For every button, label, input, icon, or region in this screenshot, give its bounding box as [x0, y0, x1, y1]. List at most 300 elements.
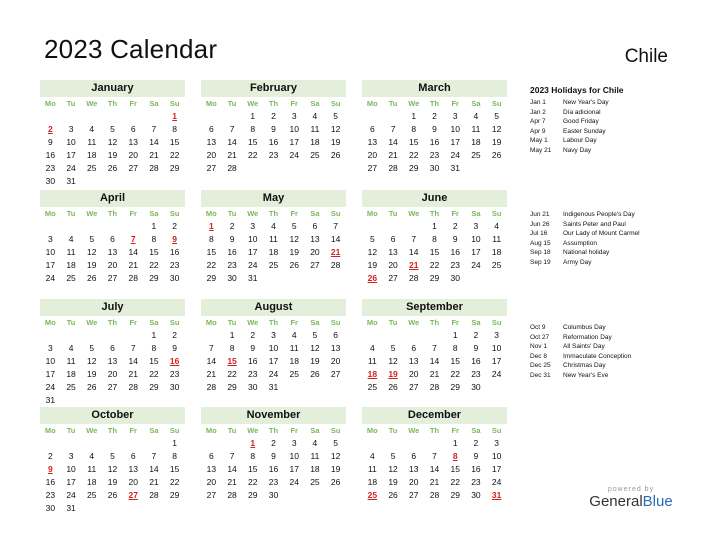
- day: 26: [330, 477, 341, 487]
- day: 10: [491, 451, 502, 461]
- month-days-grid: [201, 97, 346, 175]
- month-days-grid: [362, 97, 507, 175]
- day: 3: [271, 330, 276, 340]
- day: 6: [110, 234, 115, 244]
- day: 27: [367, 163, 378, 173]
- holiday-group: [530, 210, 700, 267]
- empty-day: [144, 437, 165, 450]
- empty-day: [123, 437, 144, 450]
- day: 29: [409, 163, 419, 173]
- day: 30: [471, 382, 481, 392]
- day: 6: [208, 124, 214, 134]
- day: 12: [107, 464, 118, 474]
- weekday-header: Mo: [366, 209, 378, 218]
- day: 12: [310, 343, 320, 353]
- day: 11: [310, 124, 320, 134]
- weekday-header: Fr: [129, 318, 137, 327]
- empty-day: [102, 110, 123, 123]
- month-header: October: [40, 407, 185, 424]
- brand-general: General: [589, 493, 643, 510]
- day: 18: [367, 477, 378, 487]
- day: 13: [206, 137, 217, 147]
- weekday-header: Th: [268, 318, 279, 327]
- day: 28: [409, 273, 419, 283]
- holiday-row: [530, 229, 700, 239]
- day: 21: [227, 477, 237, 487]
- day: 8: [172, 124, 177, 134]
- weekday-header: Su: [169, 99, 180, 108]
- day: 7: [130, 343, 136, 353]
- day: 14: [429, 464, 440, 474]
- day: 2: [250, 330, 256, 340]
- holiday-name: New Year's Day: [563, 99, 609, 106]
- empty-day: [81, 329, 102, 342]
- day: 29: [429, 273, 440, 283]
- day: 19: [388, 477, 398, 487]
- day: 18: [66, 369, 76, 379]
- day: 3: [452, 111, 458, 121]
- day: 19: [107, 150, 118, 160]
- empty-day: [123, 110, 144, 123]
- weekday-header: We: [86, 99, 98, 108]
- day: 18: [66, 260, 76, 270]
- month-march: [362, 80, 507, 175]
- weekday-header: Su: [491, 426, 502, 435]
- day: 5: [312, 330, 318, 340]
- day: 27: [107, 273, 118, 283]
- day: 17: [45, 369, 56, 379]
- weekday-header: Tu: [388, 209, 398, 218]
- weekday-header: Th: [429, 99, 440, 108]
- empty-day: [61, 110, 82, 123]
- weekday-header: Th: [268, 426, 279, 435]
- day: 30: [45, 176, 56, 186]
- day: 27: [409, 490, 419, 500]
- day: 11: [87, 464, 97, 474]
- weekday-header: We: [408, 99, 420, 108]
- weekday-header: Tu: [66, 318, 76, 327]
- weekday-header: Su: [330, 318, 341, 327]
- holiday-row: [530, 323, 700, 333]
- day: 5: [333, 438, 338, 448]
- weekday-header: Fr: [129, 99, 137, 108]
- day: 9: [271, 451, 276, 461]
- day: 15: [248, 137, 258, 147]
- day: 19: [87, 369, 97, 379]
- day: 17: [491, 464, 502, 474]
- day: 20: [107, 260, 118, 270]
- weekday-header: Fr: [290, 318, 298, 327]
- day: 17: [268, 356, 279, 366]
- day: 14: [149, 137, 159, 147]
- holiday-day: 27: [128, 490, 138, 500]
- day: 2: [452, 221, 458, 231]
- holiday-day: 7: [130, 234, 136, 244]
- brand-name: [588, 493, 674, 510]
- weekday-header: Mo: [205, 209, 217, 218]
- day: 28: [330, 260, 341, 270]
- day: 7: [390, 124, 396, 134]
- day: 30: [450, 273, 460, 283]
- weekday-header: Tu: [227, 209, 237, 218]
- day: 20: [107, 369, 118, 379]
- day: 5: [369, 234, 375, 244]
- weekday-header: Su: [169, 318, 180, 327]
- month-days-grid: [362, 316, 507, 394]
- day: 15: [429, 247, 440, 257]
- day: 4: [291, 330, 297, 340]
- weekday-header: Mo: [366, 426, 378, 435]
- day: 12: [330, 451, 341, 461]
- empty-day: [201, 110, 222, 123]
- day: 14: [429, 356, 440, 366]
- day: 31: [66, 176, 76, 186]
- day: 6: [390, 234, 396, 244]
- day: 4: [369, 451, 375, 461]
- day: 27: [330, 369, 341, 379]
- holiday-name: All Saints' Day: [563, 343, 605, 350]
- empty-day: [403, 329, 424, 342]
- day: 21: [429, 477, 440, 487]
- holiday-date: Dec 31: [530, 371, 551, 379]
- day: 29: [450, 382, 460, 392]
- day: 23: [45, 490, 56, 500]
- day: 23: [169, 369, 180, 379]
- weekday-header: Th: [429, 426, 440, 435]
- empty-day: [403, 220, 424, 233]
- holiday-row: [530, 258, 700, 268]
- month-august: [201, 299, 346, 394]
- day: 5: [333, 111, 338, 121]
- weekday-header: Su: [491, 318, 502, 327]
- day: 5: [110, 451, 115, 461]
- day: 28: [128, 273, 138, 283]
- day: 29: [248, 490, 258, 500]
- day: 27: [107, 382, 118, 392]
- month-december: [362, 407, 507, 502]
- day: 18: [310, 137, 320, 147]
- day: 4: [68, 343, 74, 353]
- empty-day: [123, 329, 144, 342]
- weekday-header: We: [247, 318, 259, 327]
- holiday-day: 19: [388, 369, 398, 379]
- day: 8: [250, 124, 256, 134]
- day: 17: [471, 247, 481, 257]
- day: 15: [169, 464, 180, 474]
- day: 10: [45, 247, 56, 257]
- day: 11: [87, 137, 97, 147]
- day: 31: [66, 503, 76, 513]
- day: 12: [87, 247, 97, 257]
- day: 15: [206, 247, 217, 257]
- holiday-row: [530, 352, 700, 362]
- day: 28: [149, 490, 159, 500]
- day: 29: [169, 163, 180, 173]
- day: 1: [250, 111, 256, 121]
- day: 3: [494, 330, 499, 340]
- day: 16: [248, 356, 258, 366]
- empty-day: [61, 220, 82, 233]
- day: 25: [66, 382, 76, 392]
- holiday-day: 26: [367, 273, 378, 283]
- day: 7: [229, 124, 235, 134]
- day: 20: [409, 477, 419, 487]
- weekday-header: Sa: [310, 209, 320, 218]
- day: 19: [87, 260, 97, 270]
- day: 2: [473, 330, 479, 340]
- holiday-day: 25: [367, 490, 378, 500]
- day: 13: [107, 356, 118, 366]
- day: 18: [289, 356, 299, 366]
- holiday-name: Easter Sunday: [563, 127, 606, 135]
- month-october: [40, 407, 185, 515]
- day: 13: [206, 464, 217, 474]
- month-header: May: [201, 190, 346, 207]
- day: 14: [227, 464, 237, 474]
- weekday-header: Mo: [366, 99, 378, 108]
- day: 20: [409, 369, 419, 379]
- holiday-row: [530, 220, 700, 230]
- day: 17: [450, 137, 460, 147]
- day: 10: [66, 137, 76, 147]
- day: 6: [130, 124, 136, 134]
- day: 16: [429, 137, 440, 147]
- day: 3: [291, 438, 297, 448]
- month-header: January: [40, 80, 185, 97]
- day: 10: [491, 343, 502, 353]
- day: 14: [409, 247, 419, 257]
- day: 7: [151, 451, 157, 461]
- day: 26: [107, 163, 118, 173]
- month-september: [362, 299, 507, 394]
- day: 17: [45, 260, 56, 270]
- weekday-header: Fr: [451, 209, 459, 218]
- holiday-date: Apr 7: [530, 118, 546, 125]
- weekday-header: Mo: [366, 318, 378, 327]
- day: 4: [369, 343, 375, 353]
- day: 19: [107, 477, 118, 487]
- day: 16: [268, 137, 279, 147]
- day: 13: [367, 137, 378, 147]
- day: 8: [151, 343, 157, 353]
- day: 24: [471, 260, 481, 270]
- day: 31: [268, 382, 279, 392]
- empty-day: [222, 437, 243, 450]
- day: 2: [432, 111, 437, 121]
- weekday-header: Sa: [149, 209, 159, 218]
- day: 2: [229, 221, 235, 231]
- country-name: Chile: [624, 46, 668, 67]
- holiday-day: 31: [491, 490, 502, 500]
- day: 1: [229, 330, 235, 340]
- day: 10: [66, 464, 76, 474]
- holiday-row: [530, 342, 700, 352]
- day: 22: [248, 477, 258, 487]
- day: 30: [169, 273, 180, 283]
- day: 9: [452, 234, 458, 244]
- day: 4: [312, 438, 318, 448]
- empty-day: [40, 110, 61, 123]
- day: 4: [89, 124, 95, 134]
- brand-blue: Blue: [642, 493, 673, 510]
- day: 17: [66, 477, 76, 487]
- holiday-name: Army Day: [563, 258, 592, 266]
- empty-day: [383, 110, 404, 123]
- day: 28: [128, 382, 138, 392]
- day: 9: [250, 343, 256, 353]
- weekday-header: Mo: [205, 426, 217, 435]
- day: 10: [450, 124, 460, 134]
- day: 30: [45, 503, 56, 513]
- day: 19: [289, 247, 299, 257]
- weekday-header: Fr: [290, 426, 298, 435]
- day: 16: [227, 247, 237, 257]
- day: 14: [227, 137, 237, 147]
- day: 26: [107, 490, 118, 500]
- day: 15: [248, 464, 258, 474]
- day: 25: [87, 490, 97, 500]
- empty-day: [61, 437, 82, 450]
- day: 13: [409, 464, 419, 474]
- day: 15: [409, 137, 419, 147]
- holiday-row: [530, 117, 700, 127]
- holiday-day: 18: [367, 369, 378, 379]
- brand-logo: [588, 486, 674, 510]
- month-header: July: [40, 299, 185, 316]
- day: 22: [450, 369, 460, 379]
- day: 29: [169, 490, 180, 500]
- weekday-header: Fr: [129, 209, 137, 218]
- day: 9: [271, 124, 276, 134]
- empty-day: [403, 437, 424, 450]
- day: 10: [289, 451, 299, 461]
- holiday-day: 9: [47, 464, 53, 474]
- month-days-grid: [40, 97, 185, 188]
- weekday-header: Th: [107, 209, 118, 218]
- day: 13: [409, 356, 419, 366]
- day: 3: [473, 221, 479, 231]
- day: 19: [330, 137, 341, 147]
- weekday-header: Sa: [471, 99, 481, 108]
- day: 5: [291, 221, 297, 231]
- day: 5: [494, 111, 499, 121]
- day: 21: [128, 260, 138, 270]
- holiday-day: 16: [169, 356, 180, 366]
- day: 12: [330, 124, 341, 134]
- day: 23: [450, 260, 460, 270]
- month-days-grid: [362, 207, 507, 285]
- weekday-header: Sa: [471, 318, 481, 327]
- day: 23: [227, 260, 237, 270]
- holiday-row: [530, 210, 700, 220]
- day: 30: [169, 382, 180, 392]
- weekday-header: Th: [429, 209, 440, 218]
- weekday-header: Fr: [290, 99, 298, 108]
- day: 18: [310, 464, 320, 474]
- weekday-header: Tu: [227, 318, 237, 327]
- month-header: December: [362, 407, 507, 424]
- day: 8: [250, 451, 256, 461]
- day: 12: [107, 137, 118, 147]
- day: 15: [149, 247, 159, 257]
- day: 4: [68, 234, 74, 244]
- holiday-name: New Year's Eve: [563, 371, 609, 379]
- day: 27: [409, 382, 419, 392]
- day: 29: [450, 490, 460, 500]
- day: 13: [310, 234, 320, 244]
- day: 11: [66, 356, 76, 366]
- day: 24: [268, 369, 279, 379]
- holiday-date: Jul 16: [530, 230, 548, 237]
- day: 1: [151, 221, 157, 231]
- holiday-day: 1: [172, 111, 177, 121]
- day: 12: [87, 356, 97, 366]
- empty-day: [424, 437, 445, 450]
- month-days-grid: [201, 316, 346, 394]
- holiday-name: Good Friday: [563, 118, 599, 125]
- holiday-date: Dec 8: [530, 352, 547, 360]
- holiday-day: 21: [409, 260, 419, 270]
- day: 6: [369, 124, 375, 134]
- holiday-name: Immaculate Conception: [563, 352, 632, 360]
- month-may: [201, 190, 346, 285]
- holiday-date: Oct 9: [530, 324, 546, 331]
- day: 19: [310, 356, 320, 366]
- weekday-header: Th: [268, 209, 279, 218]
- day: 28: [429, 490, 440, 500]
- day: 19: [367, 260, 378, 270]
- holiday-day: 8: [452, 451, 458, 461]
- day: 4: [494, 221, 499, 231]
- holiday-group: [530, 98, 700, 155]
- day: 23: [45, 163, 56, 173]
- weekday-header: Sa: [471, 426, 481, 435]
- holiday-row: [530, 146, 700, 156]
- day: 25: [310, 477, 320, 487]
- day: 23: [471, 369, 481, 379]
- weekday-header: Su: [491, 99, 502, 108]
- day: 22: [450, 477, 460, 487]
- holiday-row: [530, 239, 700, 249]
- day: 9: [473, 451, 479, 461]
- weekday-header: Tu: [66, 209, 76, 218]
- day: 26: [330, 150, 341, 160]
- day: 7: [151, 124, 157, 134]
- day: 2: [172, 221, 177, 231]
- day: 11: [289, 343, 299, 353]
- empty-day: [102, 220, 123, 233]
- day: 25: [268, 260, 279, 270]
- month-days-grid: [40, 207, 185, 285]
- empty-day: [40, 220, 61, 233]
- day: 5: [390, 451, 396, 461]
- day: 24: [289, 477, 299, 487]
- day: 29: [149, 273, 159, 283]
- day: 14: [388, 137, 398, 147]
- day: 31: [450, 163, 460, 173]
- day: 6: [110, 343, 115, 353]
- holiday-date: Nov 1: [530, 343, 547, 350]
- day: 6: [411, 451, 417, 461]
- day: 25: [289, 369, 299, 379]
- day: 11: [367, 464, 377, 474]
- day: 27: [206, 490, 217, 500]
- day: 14: [149, 464, 159, 474]
- day: 16: [45, 150, 56, 160]
- month-header: November: [201, 407, 346, 424]
- page-title: 2023 Calendar: [44, 34, 218, 64]
- month-november: [201, 407, 346, 502]
